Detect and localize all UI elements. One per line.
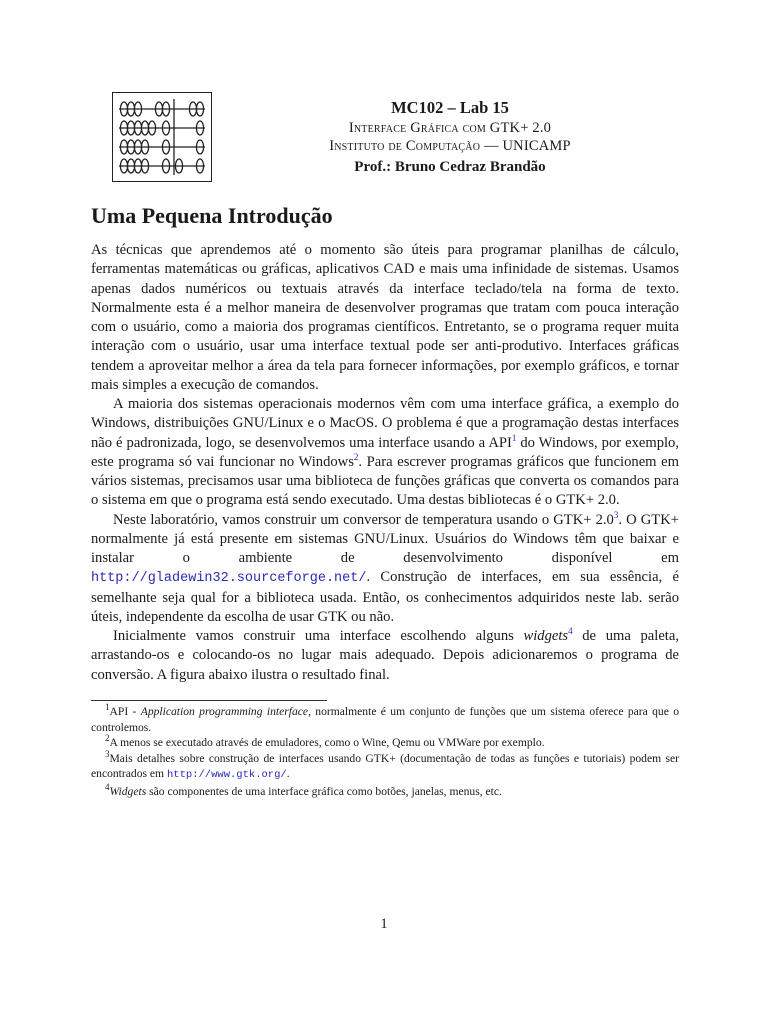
paragraph-2: A maioria dos sistemas operacionais modernos vêm com uma interface gráfica, a exemplo do Windows, distribuições GNU/Linux e o MacOS. O problema é que a programação destas interfaces não é padronizada, logo, se desenvolvemos uma interface usando a API$^1$ do Windows, por exemplo, este programa só vai funcionar no Windows$^2$. Para escrever programas gráficos que funcionem em vários sistemas, precisamos usar uma biblioteca de funções gráficas que converta os comandos para o sistema em que o programa está sendo executado. Uma destas bibliotecas é o GTK+ 2.0. (91, 396, 679, 509)
lab-subtitle: Interface Gráfica com GTK+ 2.0 (348, 120, 552, 136)
footnote-ref-3[interactable]: 3 (613, 509, 619, 520)
section-title: Uma Pequena Introdução (91, 203, 333, 228)
document-header (112, 92, 672, 184)
page-number: 1 (380, 916, 388, 932)
gladewin32-link[interactable]: http://gladewin32.sourceforge.net/ (91, 571, 367, 587)
footnote-2: $^2$A menos se executado através de emuladores, como o Wine, Qemu ou VMWare por exemplo. (105, 733, 545, 750)
footnote-ref-2[interactable]: 2 (353, 451, 359, 462)
paragraph-1: As técnicas que aprendemos até o momento são úteis para programar planilhas de cálculo, ferramentas matemáticas ou gráficas, aplicativos CAD e mais uma infinidade de sistemas. Usamos apenas dados numéricos ou textuais através da interface teclado/tela na forma de texto. Normalmente esta é a melhor maneira de desenvolver programas que tratam com pouca interação com o usuário, como a maioria dos programas científicos. Entretanto, se o programa requer muita interação com o usuário, usar uma interface textual pode ser anti-produtivo. Interfaces gráficas tendem a aproveitar melhor a área da tela para fornecer informações, por exemplo gráficos, e tornar mais simples a execução de comandos. (91, 242, 679, 393)
paragraph-4: Inicialmente vamos construir uma interface escolhendo alguns widgets$^4$ de uma paleta, arrastando-os e colocando-os no lugar mais adequado. Depois adicionaremos o programa de conversão. A figura abaixo ilustra o resultado final. (91, 626, 679, 683)
abacus-logo-icon (113, 93, 210, 180)
document-body (91, 241, 679, 685)
footnote-1: $^1$API - Application programming interface, normalmente é um conjunto de funções que um sistema oferece para que o controlemos. (91, 702, 679, 734)
footnote-ref-4[interactable]: 4 (568, 626, 573, 637)
institute-name: Instituto de Computação — UNICAMP (329, 138, 571, 154)
footnote-ref-1[interactable]: 1 (511, 432, 517, 443)
paragraph-3: Neste laboratório, vamos construir um conversor de temperatura usando o GTK+ 2.0$^3$. O GTK+ normalmente já está presente em sistemas GNU/Linux. Usuários do Windows têm que baixar e instalar o ambiente de desenvolvimento disponível em http://gladewin32.sourceforge.net/. Construção de interfaces, em sua essência, é semelhante seja qual for a biblioteca usada. Então, os conhecimentos adquiridos neste lab. serão úteis, independente da escolha de usar GTK ou não. (91, 509, 679, 625)
footnote-3: $^3$Mais detalhes sobre construção de interfaces usando GTK+ (documentação de todas as funções e tutoriais) podem ser encontrados em http://www.gtk.org/. (91, 748, 679, 782)
gtk-link[interactable]: http://www.gtk.org/ (166, 769, 287, 782)
professor-name: Prof.: Bruno Cedraz Brandão (354, 159, 546, 175)
footnotes (91, 704, 679, 800)
footnote-4: $^4$Widgets são componentes de uma interface gráfica como botões, janelas, menus, etc. (105, 782, 502, 798)
course-title: MC102 – Lab 15 (391, 98, 509, 117)
institute-logo (112, 92, 212, 182)
footnote-divider (91, 700, 327, 701)
